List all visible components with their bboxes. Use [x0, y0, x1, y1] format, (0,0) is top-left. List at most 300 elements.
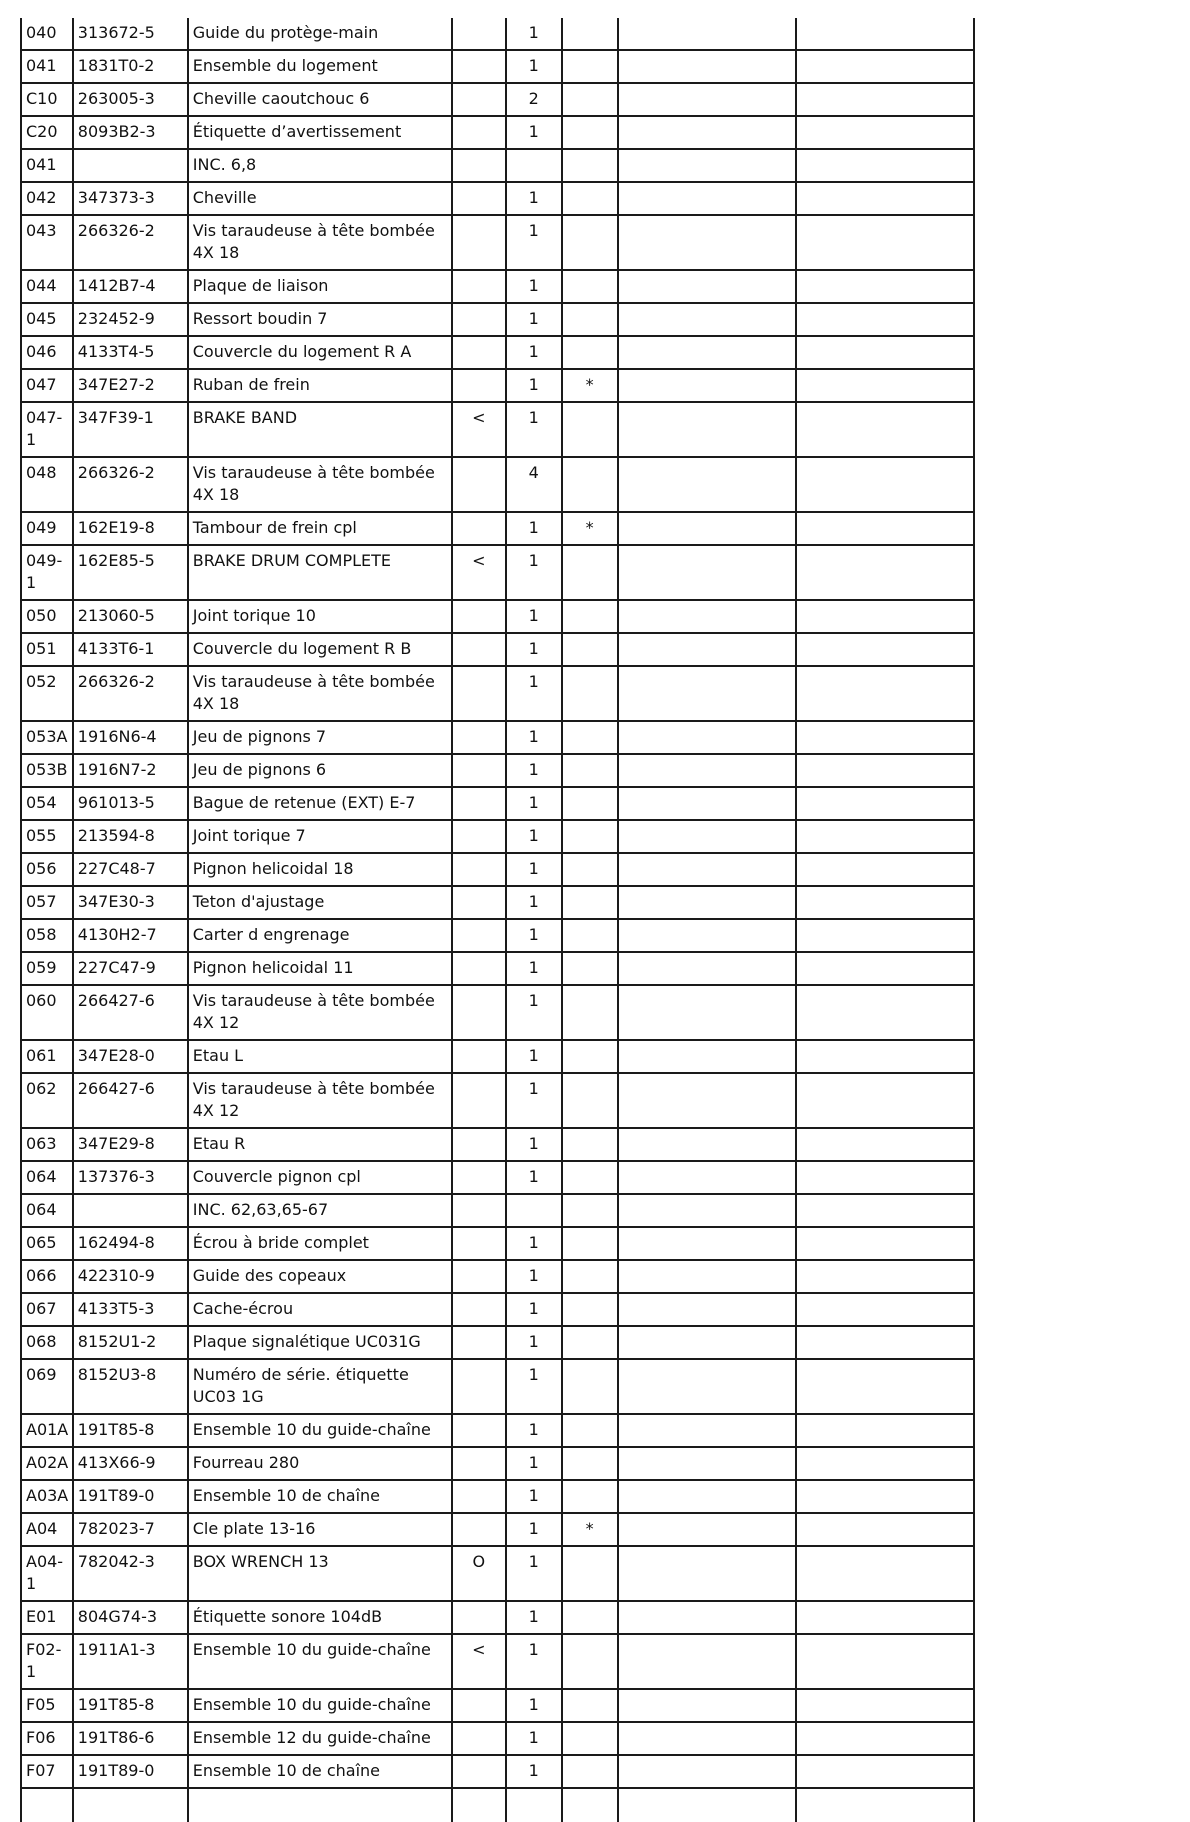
part-number-cell: 191T85-8 [73, 1414, 188, 1447]
mark-cell [452, 633, 506, 666]
mark-cell [452, 457, 506, 512]
quantity-cell: 1 [506, 886, 562, 919]
item-ref-cell: A03A [21, 1480, 73, 1513]
mark-cell [452, 1227, 506, 1260]
blank-cell [618, 215, 796, 270]
note-cell [562, 457, 618, 512]
table-row [21, 919, 974, 952]
description-cell: Plaque de liaison [188, 270, 452, 303]
mark-cell [452, 1722, 506, 1755]
blank-cell [796, 1194, 974, 1227]
description-cell: Pignon helicoidal 18 [188, 853, 452, 886]
description-cell: Cheville [188, 182, 452, 215]
table-row [21, 1513, 974, 1546]
quantity-cell: 1 [506, 1546, 562, 1601]
blank-cell [796, 1513, 974, 1546]
blank-cell [796, 952, 974, 985]
table-row [21, 1040, 974, 1073]
part-number-cell: 162494-8 [73, 1227, 188, 1260]
description-cell: Couvercle pignon cpl [188, 1161, 452, 1194]
blank-cell [618, 303, 796, 336]
item-ref-cell: C20 [21, 116, 73, 149]
quantity-cell: 1 [506, 952, 562, 985]
table-row [21, 985, 974, 1040]
item-ref-cell: 068 [21, 1326, 73, 1359]
description-cell: INC. 6,8 [188, 149, 452, 182]
item-ref-cell: 065 [21, 1227, 73, 1260]
part-number-cell: 1831T0-2 [73, 50, 188, 83]
blank-cell [618, 1128, 796, 1161]
quantity-cell: 1 [506, 512, 562, 545]
part-number-cell: 8093B2-3 [73, 116, 188, 149]
part-number-cell: 266326-2 [73, 457, 188, 512]
description-cell: BOX WRENCH 13 [188, 1546, 452, 1601]
blank-cell [796, 853, 974, 886]
part-number-cell: 4133T6-1 [73, 633, 188, 666]
quantity-cell: 1 [506, 787, 562, 820]
description-cell: Ressort boudin 7 [188, 303, 452, 336]
table-row [21, 952, 974, 985]
note-cell [562, 1480, 618, 1513]
part-number-cell: 347E27-2 [73, 369, 188, 402]
blank-cell [796, 820, 974, 853]
description-cell: Carter d engrenage [188, 919, 452, 952]
note-cell [562, 402, 618, 457]
item-ref-cell: 048 [21, 457, 73, 512]
description-cell: Etau L [188, 1040, 452, 1073]
mark-cell [452, 1194, 506, 1227]
item-ref-cell: 040 [21, 18, 73, 50]
table-row [21, 1161, 974, 1194]
blank-cell [796, 369, 974, 402]
blank-cell [796, 1722, 974, 1755]
item-ref-cell: 058 [21, 919, 73, 952]
table-row [21, 633, 974, 666]
blank-cell [796, 1634, 974, 1689]
blank-cell [618, 1480, 796, 1513]
blank-cell [618, 633, 796, 666]
table-row [21, 1194, 974, 1227]
quantity-cell: 1 [506, 1447, 562, 1480]
mark-cell [452, 886, 506, 919]
item-ref-cell: 067 [21, 1293, 73, 1326]
mark-cell [452, 787, 506, 820]
blank-cell [796, 149, 974, 182]
mark-cell [452, 1414, 506, 1447]
quantity-cell [506, 149, 562, 182]
description-cell: Vis taraudeuse à tête bombée 4X 12 [188, 1073, 452, 1128]
description-cell: Cle plate 13-16 [188, 1513, 452, 1546]
quantity-cell: 1 [506, 1755, 562, 1788]
blank-cell [796, 1040, 974, 1073]
item-ref-cell: 053A [21, 721, 73, 754]
part-number-cell: 347E30-3 [73, 886, 188, 919]
part-number-cell: 4133T4-5 [73, 336, 188, 369]
table-row [21, 303, 974, 336]
blank-cell [796, 1161, 974, 1194]
note-cell [562, 83, 618, 116]
part-number-cell: 266427-6 [73, 1073, 188, 1128]
note-cell [562, 149, 618, 182]
blank-cell [796, 1755, 974, 1788]
mark-cell [452, 1293, 506, 1326]
mark-cell [452, 149, 506, 182]
description-cell: Cache-écrou [188, 1293, 452, 1326]
blank-cell [796, 1447, 974, 1480]
blank-cell [618, 820, 796, 853]
part-number-cell: 782042-3 [73, 1546, 188, 1601]
item-ref-cell: 047 [21, 369, 73, 402]
part-number-cell: 162E85-5 [73, 545, 188, 600]
blank-cell [618, 18, 796, 50]
note-cell [562, 1689, 618, 1722]
blank-cell [796, 787, 974, 820]
table-row [21, 1601, 974, 1634]
blank-cell [618, 1161, 796, 1194]
table-row [21, 18, 974, 50]
table-row [21, 270, 974, 303]
blank-cell [618, 50, 796, 83]
description-cell: Ensemble 10 du guide-chaîne [188, 1634, 452, 1689]
note-cell [562, 886, 618, 919]
note-cell: * [562, 369, 618, 402]
note-cell [562, 1194, 618, 1227]
mark-cell: < [452, 545, 506, 600]
table-row [21, 402, 974, 457]
description-cell: Écrou à bride complet [188, 1227, 452, 1260]
table-row [21, 1447, 974, 1480]
table-row [21, 1689, 974, 1722]
note-cell [562, 336, 618, 369]
note-cell [562, 303, 618, 336]
item-ref-cell: 050 [21, 600, 73, 633]
blank-cell [796, 270, 974, 303]
note-cell [562, 853, 618, 886]
blank-cell [618, 985, 796, 1040]
part-number-cell: 162E19-8 [73, 512, 188, 545]
note-cell [562, 1128, 618, 1161]
note-cell [562, 721, 618, 754]
blank-cell [618, 1722, 796, 1755]
note-cell [562, 545, 618, 600]
quantity-cell: 1 [506, 633, 562, 666]
blank-cell [796, 215, 974, 270]
blank-cell [796, 633, 974, 666]
blank-cell [618, 1260, 796, 1293]
table-row [21, 1634, 974, 1689]
quantity-cell: 1 [506, 1414, 562, 1447]
quantity-cell: 1 [506, 1260, 562, 1293]
item-ref-cell: 064 [21, 1194, 73, 1227]
description-cell: Vis taraudeuse à tête bombée 4X 18 [188, 215, 452, 270]
part-number-cell: 4133T5-3 [73, 1293, 188, 1326]
blank-cell [796, 666, 974, 721]
table-row [21, 1414, 974, 1447]
table-row [21, 666, 974, 721]
blank-cell [796, 116, 974, 149]
blank-cell [618, 182, 796, 215]
part-number-cell: 1412B7-4 [73, 270, 188, 303]
table-row [21, 1073, 974, 1128]
description-cell: Joint torique 7 [188, 820, 452, 853]
table-row [21, 50, 974, 83]
blank-cell [618, 1359, 796, 1414]
part-number-cell: 1911A1-3 [73, 1634, 188, 1689]
part-number-cell: 422310-9 [73, 1260, 188, 1293]
quantity-cell [506, 1194, 562, 1227]
description-cell: Couvercle du logement R A [188, 336, 452, 369]
blank-cell [796, 919, 974, 952]
part-number-cell: 804G74-3 [73, 1601, 188, 1634]
quantity-cell: 1 [506, 402, 562, 457]
item-ref-cell: 052 [21, 666, 73, 721]
table-row [21, 336, 974, 369]
quantity-cell: 1 [506, 1722, 562, 1755]
blank-cell [21, 1788, 73, 1822]
item-ref-cell: 063 [21, 1128, 73, 1161]
blank-cell [796, 336, 974, 369]
part-number-cell: 8152U1-2 [73, 1326, 188, 1359]
quantity-cell: 1 [506, 215, 562, 270]
table-row [21, 754, 974, 787]
part-number-cell: 1916N6-4 [73, 721, 188, 754]
table-row-empty [21, 1788, 974, 1822]
blank-cell [452, 1788, 506, 1822]
blank-cell [796, 1414, 974, 1447]
blank-cell [796, 83, 974, 116]
mark-cell [452, 303, 506, 336]
mark-cell [452, 1513, 506, 1546]
table-row [21, 116, 974, 149]
part-number-cell: 227C48-7 [73, 853, 188, 886]
note-cell [562, 1359, 618, 1414]
item-ref-cell: 061 [21, 1040, 73, 1073]
table-row [21, 886, 974, 919]
part-number-cell [73, 149, 188, 182]
table-row [21, 1326, 974, 1359]
blank-cell [188, 1788, 452, 1822]
blank-cell [796, 457, 974, 512]
part-number-cell: 347E29-8 [73, 1128, 188, 1161]
quantity-cell: 1 [506, 600, 562, 633]
mark-cell [452, 721, 506, 754]
part-number-cell: 347E28-0 [73, 1040, 188, 1073]
item-ref-cell: F07 [21, 1755, 73, 1788]
mark-cell: O [452, 1546, 506, 1601]
table-row [21, 1359, 974, 1414]
part-number-cell: 191T89-0 [73, 1755, 188, 1788]
table-row [21, 149, 974, 182]
mark-cell [452, 1161, 506, 1194]
part-number-cell: 227C47-9 [73, 952, 188, 985]
description-cell: Joint torique 10 [188, 600, 452, 633]
note-cell [562, 952, 618, 985]
description-cell: Vis taraudeuse à tête bombée 4X 18 [188, 457, 452, 512]
quantity-cell: 1 [506, 1601, 562, 1634]
quantity-cell: 1 [506, 369, 562, 402]
blank-cell [796, 886, 974, 919]
item-ref-cell: 041 [21, 149, 73, 182]
blank-cell [618, 787, 796, 820]
part-number-cell: 266326-2 [73, 666, 188, 721]
item-ref-cell: F05 [21, 1689, 73, 1722]
note-cell [562, 116, 618, 149]
mark-cell: < [452, 1634, 506, 1689]
quantity-cell: 1 [506, 754, 562, 787]
note-cell [562, 754, 618, 787]
mark-cell [452, 600, 506, 633]
description-cell: Vis taraudeuse à tête bombée 4X 12 [188, 985, 452, 1040]
mark-cell [452, 754, 506, 787]
quantity-cell: 1 [506, 116, 562, 149]
note-cell [562, 787, 618, 820]
part-number-cell: 213594-8 [73, 820, 188, 853]
item-ref-cell: F02-1 [21, 1634, 73, 1689]
mark-cell [452, 1755, 506, 1788]
description-cell: INC. 62,63,65-67 [188, 1194, 452, 1227]
blank-cell [618, 952, 796, 985]
note-cell [562, 1722, 618, 1755]
blank-cell [618, 754, 796, 787]
blank-cell [618, 1326, 796, 1359]
blank-cell [618, 886, 796, 919]
mark-cell [452, 1260, 506, 1293]
part-number-cell: 137376-3 [73, 1161, 188, 1194]
blank-cell [796, 1788, 974, 1822]
blank-cell [796, 1293, 974, 1326]
blank-cell [796, 754, 974, 787]
quantity-cell: 1 [506, 666, 562, 721]
blank-cell [796, 402, 974, 457]
part-number-cell: 263005-3 [73, 83, 188, 116]
description-cell: Numéro de série. étiquette UC03 1G [188, 1359, 452, 1414]
table-row [21, 1128, 974, 1161]
note-cell [562, 919, 618, 952]
blank-cell [618, 600, 796, 633]
note-cell [562, 666, 618, 721]
part-number-cell: 191T86-6 [73, 1722, 188, 1755]
description-cell: BRAKE DRUM COMPLETE [188, 545, 452, 600]
quantity-cell: 2 [506, 83, 562, 116]
item-ref-cell: A01A [21, 1414, 73, 1447]
blank-cell [618, 1788, 796, 1822]
blank-cell [618, 666, 796, 721]
note-cell [562, 1326, 618, 1359]
table-row [21, 787, 974, 820]
part-number-cell: 4130H2-7 [73, 919, 188, 952]
quantity-cell: 1 [506, 1689, 562, 1722]
quantity-cell: 1 [506, 853, 562, 886]
quantity-cell: 1 [506, 1293, 562, 1326]
table-row [21, 369, 974, 402]
blank-cell [796, 1546, 974, 1601]
blank-cell [618, 1414, 796, 1447]
blank-cell [618, 270, 796, 303]
blank-cell [796, 303, 974, 336]
part-number-cell: 266427-6 [73, 985, 188, 1040]
part-number-cell: 961013-5 [73, 787, 188, 820]
mark-cell [452, 1326, 506, 1359]
item-ref-cell: 056 [21, 853, 73, 886]
table-row [21, 545, 974, 600]
table-row [21, 1293, 974, 1326]
blank-cell [618, 1513, 796, 1546]
note-cell: * [562, 512, 618, 545]
note-cell [562, 633, 618, 666]
quantity-cell: 1 [506, 303, 562, 336]
description-cell: Ensemble 10 du guide-chaîne [188, 1414, 452, 1447]
part-number-cell: 782023-7 [73, 1513, 188, 1546]
quantity-cell: 4 [506, 457, 562, 512]
description-cell: Jeu de pignons 7 [188, 721, 452, 754]
description-cell: Ensemble 10 de chaîne [188, 1755, 452, 1788]
quantity-cell: 1 [506, 1634, 562, 1689]
note-cell [562, 1755, 618, 1788]
mark-cell [452, 1040, 506, 1073]
table-row [21, 721, 974, 754]
quantity-cell: 1 [506, 1359, 562, 1414]
item-ref-cell: A04 [21, 1513, 73, 1546]
note-cell: * [562, 1513, 618, 1546]
blank-cell [796, 1689, 974, 1722]
item-ref-cell: 069 [21, 1359, 73, 1414]
part-number-cell: 191T85-8 [73, 1689, 188, 1722]
blank-cell [796, 1326, 974, 1359]
description-cell: Teton d'ajustage [188, 886, 452, 919]
part-number-cell: 313672-5 [73, 18, 188, 50]
quantity-cell: 1 [506, 1128, 562, 1161]
mark-cell [452, 952, 506, 985]
blank-cell [618, 369, 796, 402]
item-ref-cell: C10 [21, 83, 73, 116]
quantity-cell: 1 [506, 50, 562, 83]
blank-cell [796, 1227, 974, 1260]
blank-cell [796, 1128, 974, 1161]
blank-cell [618, 1689, 796, 1722]
quantity-cell: 1 [506, 545, 562, 600]
blank-cell [618, 149, 796, 182]
description-cell: Ensemble 10 du guide-chaîne [188, 1689, 452, 1722]
mark-cell [452, 182, 506, 215]
item-ref-cell: 059 [21, 952, 73, 985]
table-row [21, 853, 974, 886]
note-cell [562, 270, 618, 303]
description-cell: Pignon helicoidal 11 [188, 952, 452, 985]
item-ref-cell: 045 [21, 303, 73, 336]
item-ref-cell: 055 [21, 820, 73, 853]
item-ref-cell: 043 [21, 215, 73, 270]
note-cell [562, 215, 618, 270]
mark-cell [452, 1447, 506, 1480]
quantity-cell: 1 [506, 1326, 562, 1359]
note-cell [562, 1293, 618, 1326]
item-ref-cell: 060 [21, 985, 73, 1040]
blank-cell [796, 985, 974, 1040]
description-cell: Ensemble 12 du guide-chaîne [188, 1722, 452, 1755]
note-cell [562, 820, 618, 853]
mark-cell [452, 1480, 506, 1513]
table-row [21, 83, 974, 116]
table-row [21, 1755, 974, 1788]
part-number-cell: 266326-2 [73, 215, 188, 270]
part-number-cell [73, 1194, 188, 1227]
blank-cell [618, 1227, 796, 1260]
blank-cell [618, 1073, 796, 1128]
mark-cell [452, 1689, 506, 1722]
blank-cell [796, 1601, 974, 1634]
description-cell: Fourreau 280 [188, 1447, 452, 1480]
note-cell [562, 1601, 618, 1634]
